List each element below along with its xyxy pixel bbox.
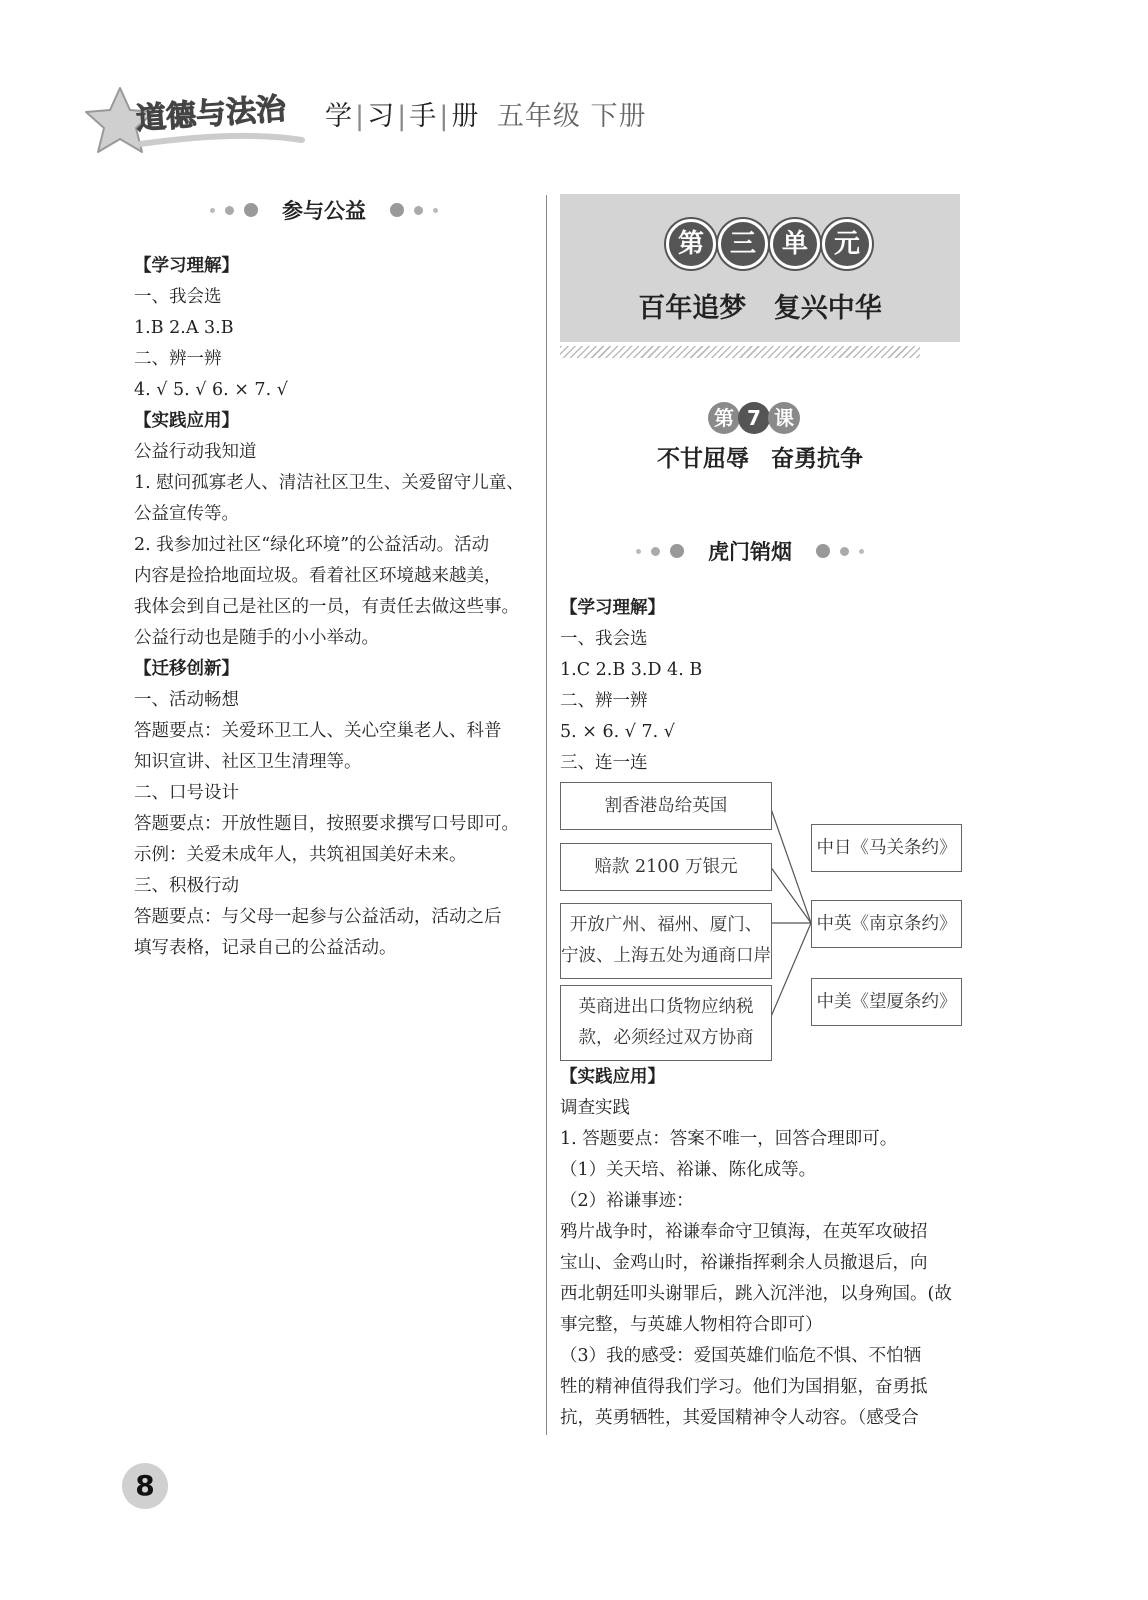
answer-line: 内容是捡拾地面垃圾。看着社区环境越来越美， bbox=[134, 566, 502, 586]
answer-line: 宝山、金鸡山时，裕谦指挥剩余人员撤退后，向 bbox=[560, 1253, 928, 1273]
answer-line: 答题要点：与父母一起参与公益活动，活动之后 bbox=[134, 907, 502, 927]
unit-subtitle: 百年追梦 复兴中华 bbox=[638, 293, 882, 324]
answer-line: （1）关天培、裕谦、陈化成等。 bbox=[560, 1160, 817, 1180]
answer-line: 4. √ 5. √ 6. × 7. √ bbox=[134, 380, 288, 400]
answer-line: 1.B 2.A 3.B bbox=[134, 318, 234, 338]
section-heading: 【实践应用】 bbox=[560, 1067, 665, 1087]
answer-line: 1. 慰问孤寡老人、清洁社区卫生、关爱留守儿童、 bbox=[134, 473, 524, 493]
answer-line: 5. × 6. √ 7. √ bbox=[560, 722, 675, 742]
unit-char: 元 bbox=[822, 219, 872, 269]
answer-line: 答题要点：关爱环卫工人、关心空巢老人、科普 bbox=[134, 721, 502, 741]
subheading: 公益行动我知道 bbox=[134, 442, 257, 462]
subheading: 二、辨一辨 bbox=[560, 691, 648, 711]
match-left-item bbox=[560, 985, 772, 1061]
section-heading: 【迁移创新】 bbox=[134, 659, 239, 679]
match-text: 款，必须经过双方协商 bbox=[578, 1028, 754, 1048]
match-text: 中日《马关条约》 bbox=[816, 837, 957, 858]
match-text: 开放广州、福州、厦门、 bbox=[569, 915, 763, 935]
match-right-item bbox=[811, 900, 962, 948]
match-right-item bbox=[811, 978, 962, 1026]
match-text: 中美《望厦条约》 bbox=[816, 991, 957, 1012]
subheading: 调查实践 bbox=[560, 1098, 630, 1118]
subheading: 一、活动畅想 bbox=[134, 690, 239, 710]
answer-line: 示例：关爱未成年人，共筑祖国美好未来。 bbox=[134, 845, 467, 865]
grade-label: 五年级 下册 bbox=[496, 101, 647, 132]
answer-line: 我体会到自己是社区的一员，有责任去做这些事。 bbox=[134, 597, 519, 617]
brand-title: 道德与法治 bbox=[135, 91, 288, 137]
section-title-text: 虎门销烟 bbox=[708, 540, 792, 564]
section-heading: 【学习理解】 bbox=[134, 256, 239, 276]
lesson-badge-number: 7 bbox=[738, 402, 770, 434]
unit-char: 三 bbox=[718, 219, 768, 269]
match-left-item bbox=[560, 782, 772, 830]
lesson-badge-char: 第 bbox=[708, 402, 740, 434]
answer-line: 抗，英勇牺牲，其爱国精神令人动容。（感受合 bbox=[560, 1408, 919, 1428]
section-heading: 【学习理解】 bbox=[560, 598, 665, 618]
answer-line: 答题要点：开放性题目，按照要求撰写口号即可。 bbox=[134, 814, 519, 834]
subheading: 二、辨一辨 bbox=[134, 349, 222, 369]
series-char: 手 bbox=[409, 101, 438, 132]
answer-line: （2）裕谦事迹： bbox=[560, 1191, 694, 1211]
subheading: 三、积极行动 bbox=[134, 876, 239, 896]
answer-line: （3）我的感受：爱国英雄们临危不惧、不怕牺 bbox=[560, 1346, 922, 1366]
answer-line: 知识宣讲、社区卫生清理等。 bbox=[134, 752, 362, 772]
subheading: 一、我会选 bbox=[134, 287, 222, 307]
series-char: 习 bbox=[367, 101, 396, 132]
answer-line: 牲的精神值得我们学习。他们为国捐躯，奋勇抵 bbox=[560, 1377, 928, 1397]
match-text: 英商进出口货物应纳税 bbox=[578, 997, 754, 1017]
answer-line: 公益行动也是随手的小小举动。 bbox=[134, 628, 379, 648]
match-left-item bbox=[560, 843, 772, 891]
subheading: 二、口号设计 bbox=[134, 783, 239, 803]
answer-line: 填写表格，记录自己的公益活动。 bbox=[134, 938, 397, 958]
unit-char: 单 bbox=[770, 219, 820, 269]
answer-line: 公益宣传等。 bbox=[134, 504, 239, 524]
lesson-title: 不甘屈辱 奋勇抗争 bbox=[656, 446, 863, 472]
series-char: 册 bbox=[451, 101, 480, 132]
match-text: 宁波、上海五处为通商口岸 bbox=[561, 946, 771, 966]
right-answers-bottom bbox=[560, 1062, 970, 1434]
match-text: 割香港岛给英国 bbox=[604, 795, 728, 816]
answer-line: 1.C 2.B 3.D 4. B bbox=[560, 660, 703, 680]
answer-line: 2. 我参加过社区“绿化环境”的公益活动。活动 bbox=[134, 535, 490, 555]
answer-line: 西北朝廷叩头谢罪后，跳入沉泮池，以身殉国。(故 bbox=[560, 1284, 952, 1304]
subheading: 三、连一连 bbox=[560, 753, 648, 773]
unit-char: 第 bbox=[666, 219, 716, 269]
series-char: 学 bbox=[325, 101, 353, 132]
section-heading: 【实践应用】 bbox=[134, 411, 239, 431]
series-title: 学|习|手|册 五年级 下册 bbox=[325, 101, 647, 132]
match-right-item bbox=[811, 824, 962, 872]
answer-line: 事完整，与英雄人物相符合即可） bbox=[560, 1315, 823, 1335]
answer-line: 鸦片战争时，裕谦奉命守卫镇海，在英军攻破招 bbox=[560, 1222, 928, 1242]
lesson-badge-char: 课 bbox=[768, 402, 800, 434]
section-title-text: 参与公益 bbox=[282, 199, 366, 223]
match-text: 中英《南京条约》 bbox=[816, 913, 957, 934]
match-left-item bbox=[560, 903, 772, 979]
answer-line: 1. 答题要点：答案不唯一，回答合理即可。 bbox=[560, 1129, 898, 1149]
page-number: 8 bbox=[122, 1463, 168, 1509]
subheading: 一、我会选 bbox=[560, 629, 648, 649]
match-text: 赔款 2100 万银元 bbox=[594, 856, 738, 877]
